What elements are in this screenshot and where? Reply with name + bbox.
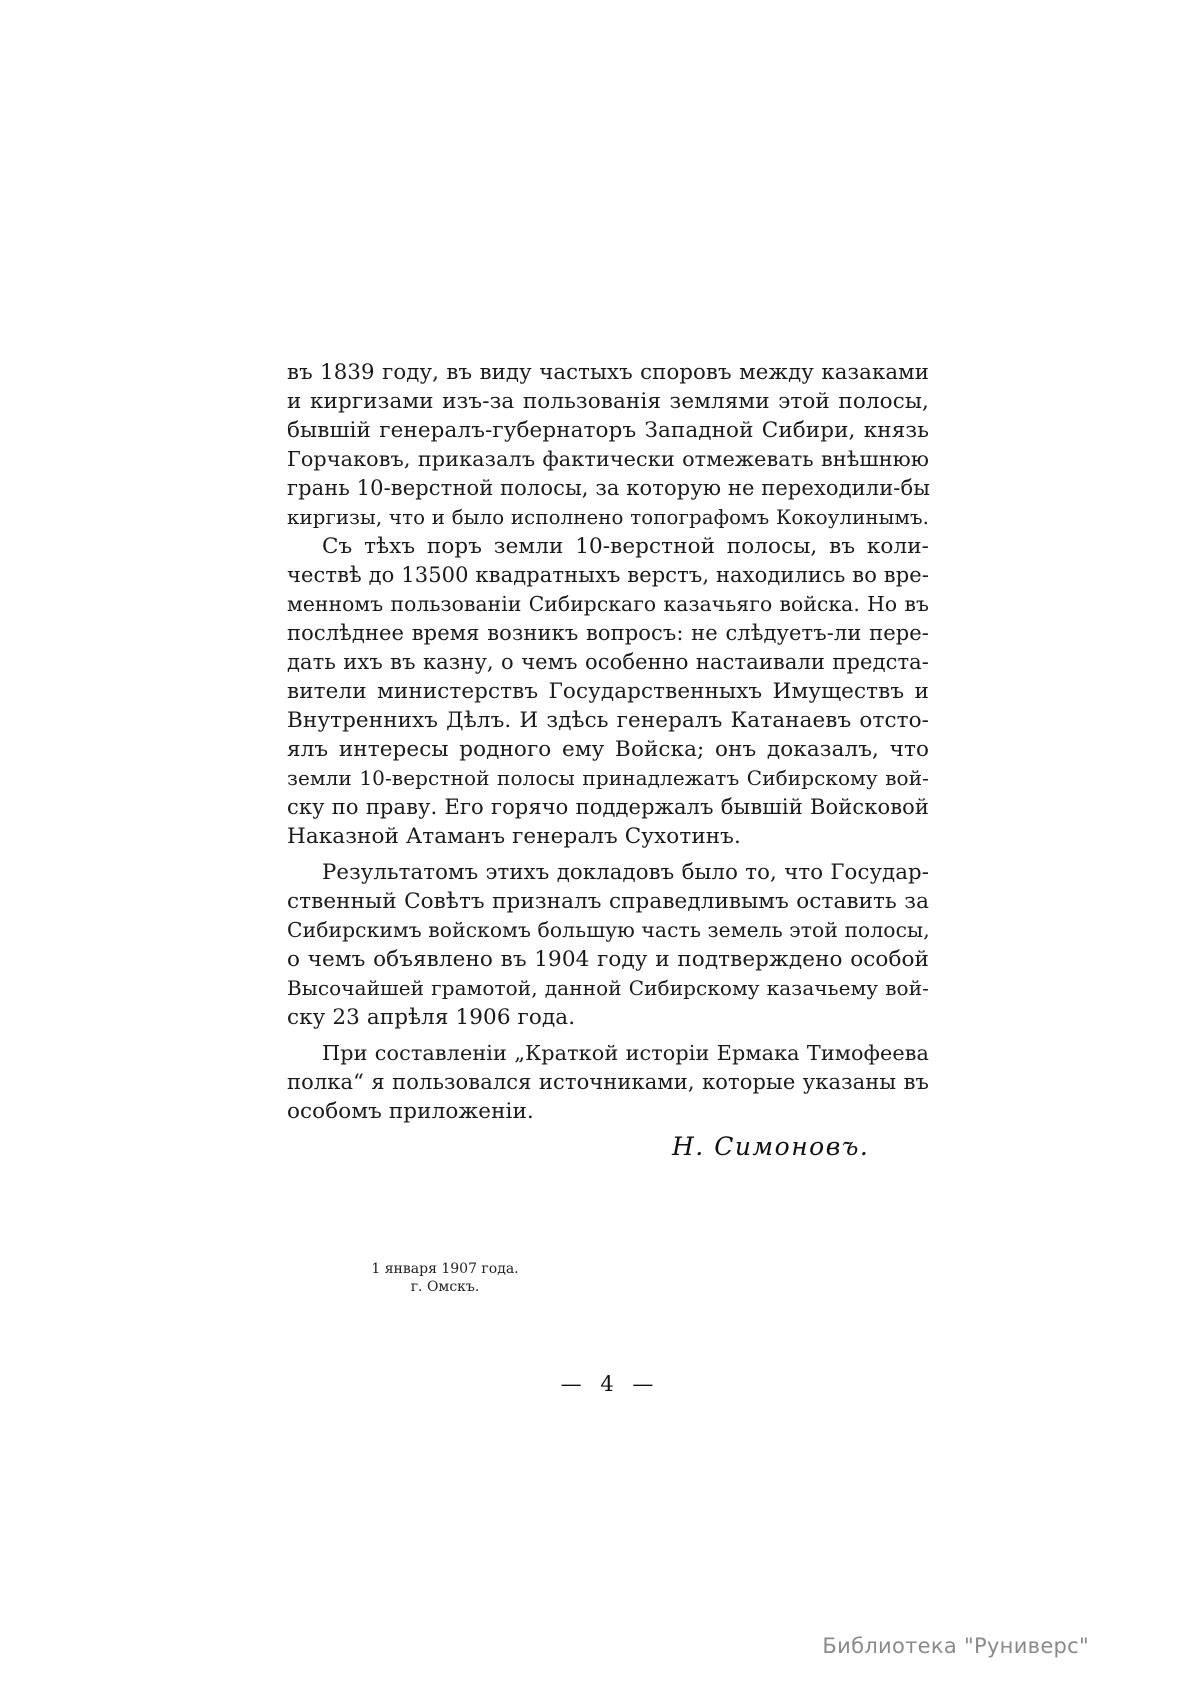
text-line: Внутреннихъ Дѣлъ. И здѣсь генералъ Катанаевъ отсто-: [287, 708, 929, 733]
body-text: [287, 358, 929, 1126]
text-line: бывшій генералъ-губернаторъ Западной Сибири, князь: [287, 418, 929, 443]
text-line: Результатомъ этихъ докладовъ было то, что Государ-: [322, 860, 929, 885]
text-line: менномъ пользованіи Сибирскаго казачьяго войска. Но въ: [287, 592, 929, 616]
text-line: въ 1839 году, въ виду частыхъ споровъ между казаками: [287, 360, 929, 385]
text-line: полка“ я пользовался источниками, которые указаны въ: [287, 1070, 929, 1094]
text-line: и киргизами изъ-за пользованія землями этой полосы,: [287, 389, 929, 414]
author-signature: Н. Симоновъ.: [672, 1132, 870, 1161]
text-line: дать ихъ въ казну, о чемъ особенно настаивали предста-: [287, 650, 929, 674]
page-number: — 4 —: [560, 1372, 660, 1396]
text-line: вители министерствъ Государственныхъ Имуществъ и: [287, 679, 929, 704]
place-line: г. Омскъ.: [410, 1279, 480, 1295]
text-line: киргизы, что и было исполнено топографомъ Кокоулинымъ.: [287, 506, 929, 529]
text-line: Высочайшей грамотой, данной Сибирскому казачьему вой-: [287, 976, 929, 1000]
text-line: Наказной Атаманъ генералъ Сухотинъ.: [287, 824, 741, 849]
text-line: ску 23 апрѣля 1906 года.: [287, 1005, 576, 1030]
text-line: ялъ интересы родного ему Войска; онъ доказалъ, что: [287, 737, 929, 762]
text-line: послѣднее время возникъ вопросъ: не слѣдуетъ-ли пере-: [287, 621, 929, 645]
text-line: грань 10-верстной полосы, за которую не переходили-бы: [287, 476, 931, 500]
date-line: 1 января 1907 года.: [371, 1261, 519, 1277]
text-line: особомъ приложеніи.: [287, 1099, 534, 1124]
text-line: о чемъ объявлено въ 1904 году и подтверждено особой: [287, 947, 929, 972]
text-line: Съ тѣхъ поръ земли 10-верстной полосы, въ коли-: [322, 534, 929, 559]
text-line: чествѣ до 13500 квадратныхъ верстъ, находились во вре-: [287, 563, 929, 587]
text-line: При составленіи „Краткой исторіи Ермака Тимофеева: [322, 1041, 929, 1065]
library-watermark: Библиотека "Руниверс": [822, 1634, 1089, 1658]
date-place-block: [360, 1260, 530, 1296]
text-line: земли 10-верстной полосы принадлежатъ Сибирскому вой-: [287, 766, 929, 790]
text-line: Сибирскимъ войскомъ большую часть земель этой полосы,: [287, 918, 930, 942]
text-line: ственный Совѣтъ призналъ справедливымъ оставить за: [287, 889, 929, 914]
text-line: ску по праву. Его горячо поддержалъ бывшій Войсковой: [287, 795, 929, 819]
text-line: Горчаковъ, приказалъ фактически отмежевать внѣшнюю: [287, 447, 929, 471]
